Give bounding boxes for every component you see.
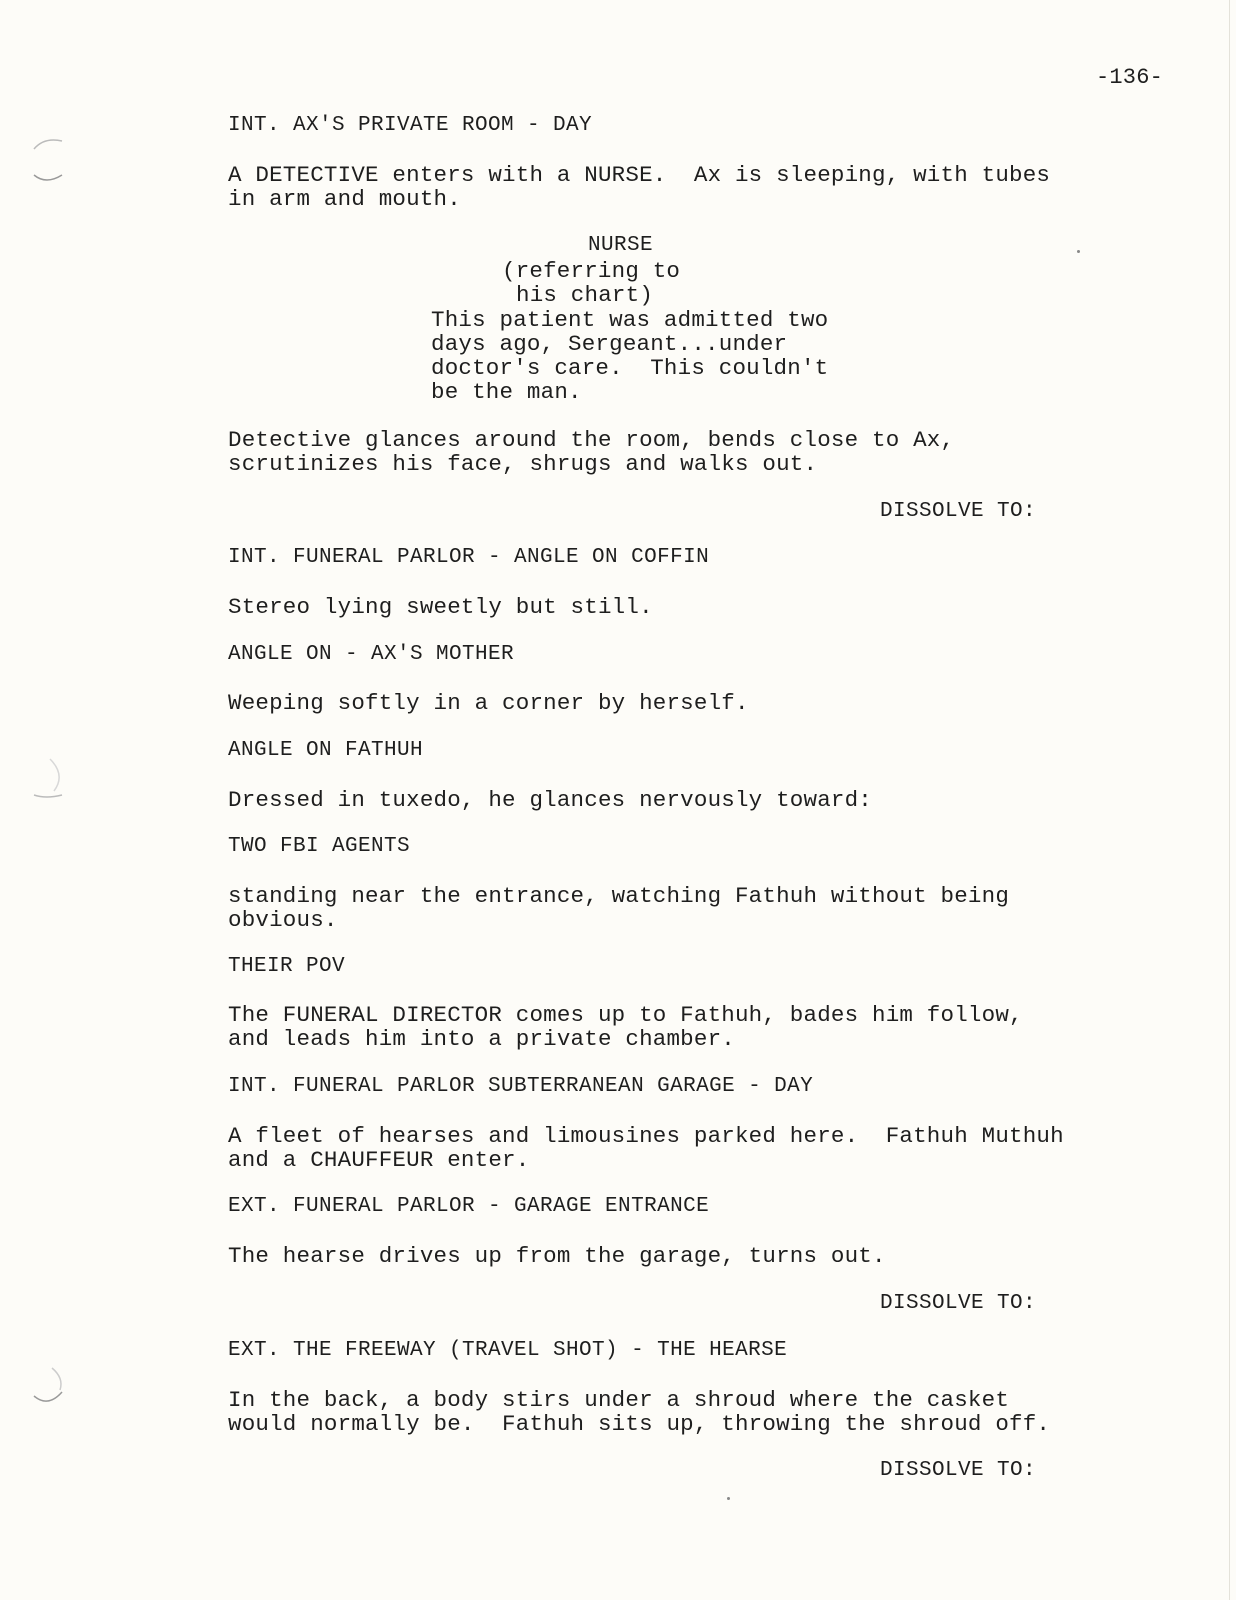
scene-heading: INT. FUNERAL PARLOR - ANGLE ON COFFIN [228,546,710,569]
action-line: in arm and mouth. [228,186,461,212]
action-line: A fleet of hearses and limousines parked here. Fathuh Muthuh [228,1123,1064,1149]
action-line: Weeping softly in a corner by herself. [228,690,749,716]
action-line: Detective glances around the room, bends close to Ax, [228,427,955,453]
punch-hole-middle [30,755,66,805]
character-cue: NURSE [588,234,654,257]
action-line: scrutinizes his face, shrugs and walks out. [228,451,818,477]
page-number: -136- [1096,65,1164,90]
scene-heading: THEIR POV [228,955,346,978]
scene-heading: INT. FUNERAL PARLOR SUBTERRANEAN GARAGE - DAY [228,1075,814,1098]
dialogue-line: This patient was admitted two [431,307,829,333]
action-line: obvious. [228,907,338,933]
action-line: would normally be. Fathuh sits up, throwing the shroud off. [228,1411,1051,1437]
punch-hole-bottom [30,1360,66,1410]
scene-heading: TWO FBI AGENTS [228,835,411,858]
scene-heading: EXT. THE FREEWAY (TRAVEL SHOT) - THE HEARSE [228,1339,788,1362]
paper-edge [1229,0,1230,1600]
paper-speck [1077,250,1080,253]
scene-heading: ANGLE ON - AX'S MOTHER [228,643,515,666]
action-line: The FUNERAL DIRECTOR comes up to Fathuh, bades him follow, [228,1002,1023,1028]
dialogue-line: days ago, Sergeant...under [431,331,788,357]
transition: DISSOLVE TO: [880,1459,1037,1482]
action-line: standing near the entrance, watching Fathuh without being [228,883,1010,909]
scene-heading: INT. AX'S PRIVATE ROOM - DAY [228,114,593,137]
dialogue-line: be the man. [431,379,582,405]
action-line: In the back, a body stirs under a shroud where the casket [228,1387,1010,1413]
action-line: and leads him into a private chamber. [228,1026,735,1052]
scene-heading: ANGLE ON FATHUH [228,739,424,762]
transition: DISSOLVE TO: [880,500,1037,523]
punch-hole-top [30,135,66,185]
parenthetical-line: (referring to [502,258,681,284]
action-line: The hearse drives up from the garage, turns out. [228,1243,886,1269]
action-line: Dressed in tuxedo, he glances nervously toward: [228,787,873,813]
transition: DISSOLVE TO: [880,1292,1037,1315]
scene-heading: EXT. FUNERAL PARLOR - GARAGE ENTRANCE [228,1195,710,1218]
paper-speck [727,1497,730,1500]
parenthetical-line: his chart) [516,282,654,308]
action-line: and a CHAUFFEUR enter. [228,1147,530,1173]
action-line: Stereo lying sweetly but still. [228,594,653,620]
action-line: A DETECTIVE enters with a NURSE. Ax is sleeping, with tubes [228,162,1051,188]
dialogue-line: doctor's care. This couldn't [431,355,829,381]
